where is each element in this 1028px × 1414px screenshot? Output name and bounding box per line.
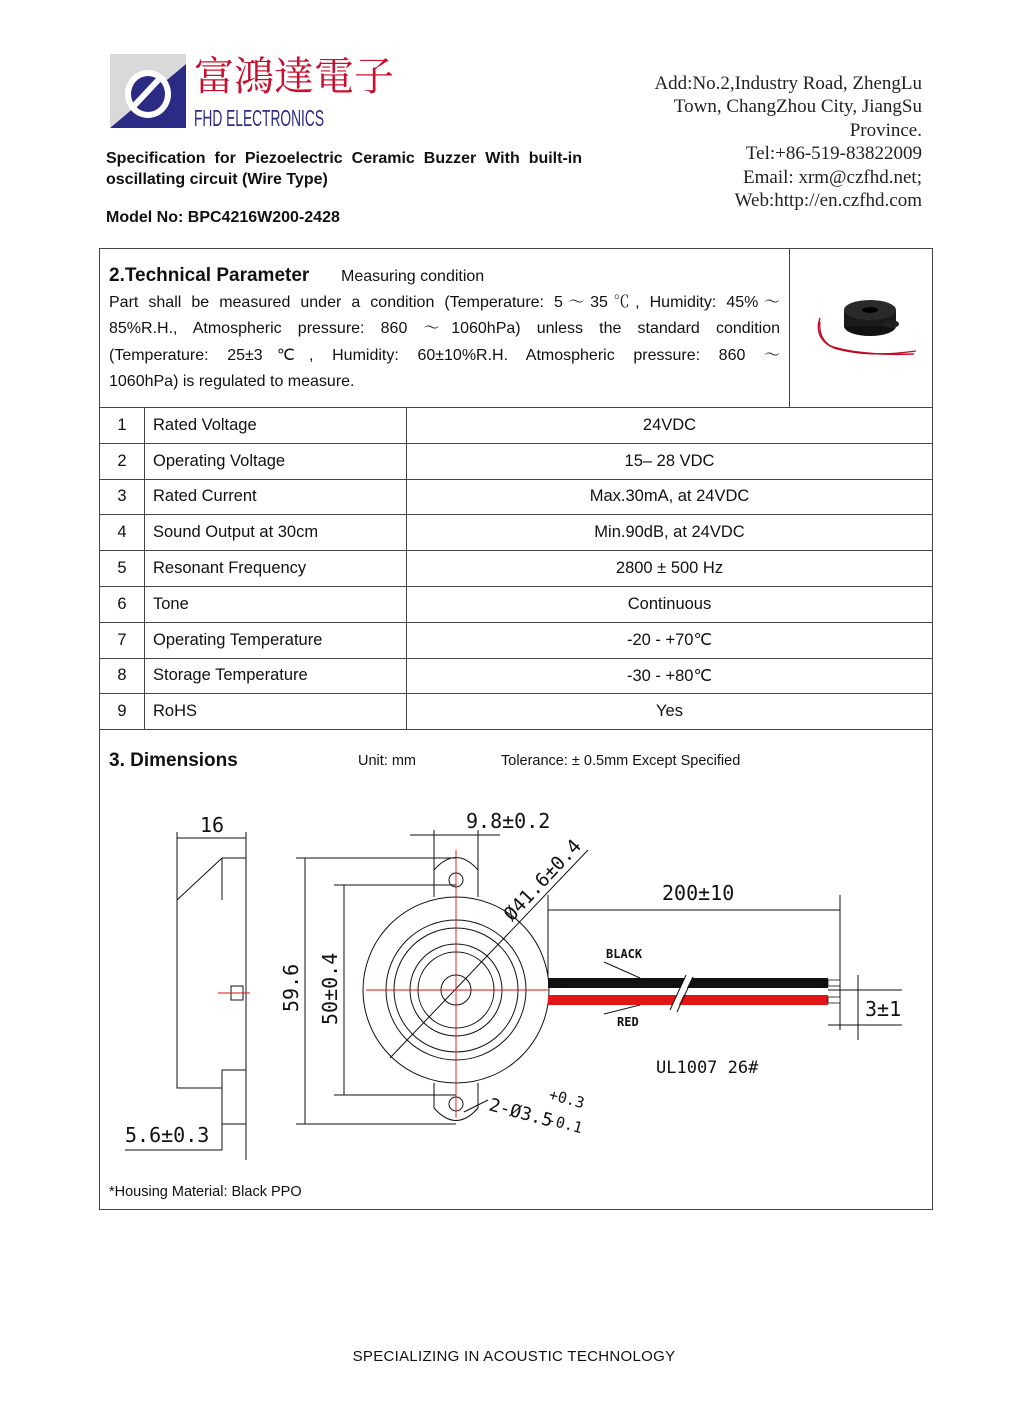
param-name: Operating Temperature	[145, 622, 407, 658]
param-name: Resonant Frequency	[145, 551, 407, 587]
table-row	[100, 622, 933, 658]
param-name: Storage Temperature	[145, 658, 407, 694]
condition-line: 85%R.H., Atmospheric pressure: 860 ～1060hPa) unless the standard condition	[109, 320, 781, 338]
unit-label: Unit: mm	[358, 753, 416, 769]
param-value: 24VDC	[407, 408, 933, 444]
condition-line: 1060hPa) is regulated to measure.	[109, 372, 355, 390]
buzzer-photo-icon	[790, 248, 934, 407]
table-row	[100, 694, 933, 730]
parameter-table	[99, 407, 933, 730]
param-name: Tone	[145, 586, 407, 622]
dim-height-inner-label: 50±0.4	[318, 952, 342, 1025]
email: Email: xrm@czfhd.net;	[743, 166, 922, 188]
param-value: 2800 ± 500 Hz	[407, 551, 933, 587]
housing-material: *Housing Material: Black PPO	[109, 1184, 302, 1200]
table-row	[100, 586, 933, 622]
website: Web:http://en.czfhd.com	[734, 190, 922, 212]
dim-hole-label: 2-Ø3.5	[486, 1094, 555, 1132]
company-logo	[104, 50, 394, 136]
dim-hole-tol-up: +0.3	[546, 1085, 587, 1113]
page-footer: SPECIALIZING IN ACOUSTIC TECHNOLOGY	[352, 1348, 676, 1365]
telephone: Tel:+86-519-83822009	[745, 143, 922, 165]
dim-width-label: 16	[200, 813, 225, 837]
condition-line: Part shall be measured under a condition (Temperature: 5～35℃, Humidity: 45%～	[109, 294, 780, 311]
param-name: Rated Current	[145, 479, 407, 515]
condition-line: (Temperature: 25±3℃, Humidity: 60±10%R.H. Atmospheric pressure: 860 ～	[109, 346, 780, 364]
contact-block	[560, 72, 922, 212]
dim-hole-tol-down: -0.1	[544, 1110, 585, 1138]
param-value: 15– 28 VDC	[407, 443, 933, 479]
table-row	[100, 479, 933, 515]
dim-strip-label: 3±1	[865, 997, 902, 1021]
address-line-3: Province.	[849, 119, 922, 141]
technical-heading: 2.Technical Parameter	[109, 265, 310, 286]
param-number: 6	[100, 586, 145, 622]
param-number: 3	[100, 479, 145, 515]
dim-wire-length-label: 200±10	[662, 881, 735, 905]
param-value: -20 - +70℃	[407, 622, 933, 658]
table-row	[100, 551, 933, 587]
measuring-condition-text	[109, 290, 780, 395]
dim-height-total-label: 59.6	[279, 963, 303, 1012]
param-number: 1	[100, 408, 145, 444]
param-value: Max.30mA, at 24VDC	[407, 479, 933, 515]
param-value: Yes	[407, 694, 933, 730]
dim-lug-label: 9.8±0.2	[466, 809, 551, 833]
param-value: Continuous	[407, 586, 933, 622]
measuring-condition-label: Measuring condition	[341, 268, 485, 285]
dimensions-heading: 3. Dimensions	[109, 750, 238, 771]
param-number: 4	[100, 515, 145, 551]
param-number: 5	[100, 551, 145, 587]
param-number: 2	[100, 443, 145, 479]
param-value: Min.90dB, at 24VDC	[407, 515, 933, 551]
company-name-cn: 富鴻達電子	[194, 54, 394, 100]
spec-title: Specification for Piezoelectric Ceramic Buzzer With built-in oscillating circuit (Wire Type)	[106, 150, 582, 188]
param-value: -30 - +80℃	[407, 658, 933, 694]
address-line-2: Town, ChangZhou City, JiangSu	[673, 96, 922, 118]
dimension-drawing	[99, 780, 933, 1180]
center-lines	[218, 850, 548, 1118]
logo-emblem-icon	[110, 54, 186, 128]
param-name: Rated Voltage	[145, 408, 407, 444]
wire-red-label: RED	[617, 1015, 639, 1029]
param-number: 8	[100, 658, 145, 694]
wire-red	[548, 995, 840, 1005]
company-name-en: FHD ELECTRONICS	[194, 105, 324, 131]
product-image-cell	[789, 248, 933, 407]
wire-spec-label: UL1007 26#	[656, 1058, 759, 1078]
dim-diameter-label: Ø41.6±0.4	[499, 835, 586, 926]
param-name: Sound Output at 30cm	[145, 515, 407, 551]
table-row	[100, 443, 933, 479]
address-line-1: Add:No.2,Industry Road, ZhengLu	[654, 73, 922, 94]
table-row	[100, 658, 933, 694]
param-name: RoHS	[145, 694, 407, 730]
wire-black-label: BLACK	[606, 947, 643, 961]
param-number: 9	[100, 694, 145, 730]
table-row	[100, 408, 933, 444]
wire-dimension-lines	[548, 895, 902, 1040]
wire-black	[548, 978, 840, 988]
model-number: Model No: BPC4216W200-2428	[106, 209, 340, 226]
tolerance-label: Tolerance: ± 0.5mm Except Specified	[501, 753, 741, 769]
dim-base-label: 5.6±0.3	[125, 1123, 210, 1147]
param-number: 7	[100, 622, 145, 658]
side-view-outline	[125, 832, 246, 1160]
param-name: Operating Voltage	[145, 443, 407, 479]
table-row	[100, 515, 933, 551]
